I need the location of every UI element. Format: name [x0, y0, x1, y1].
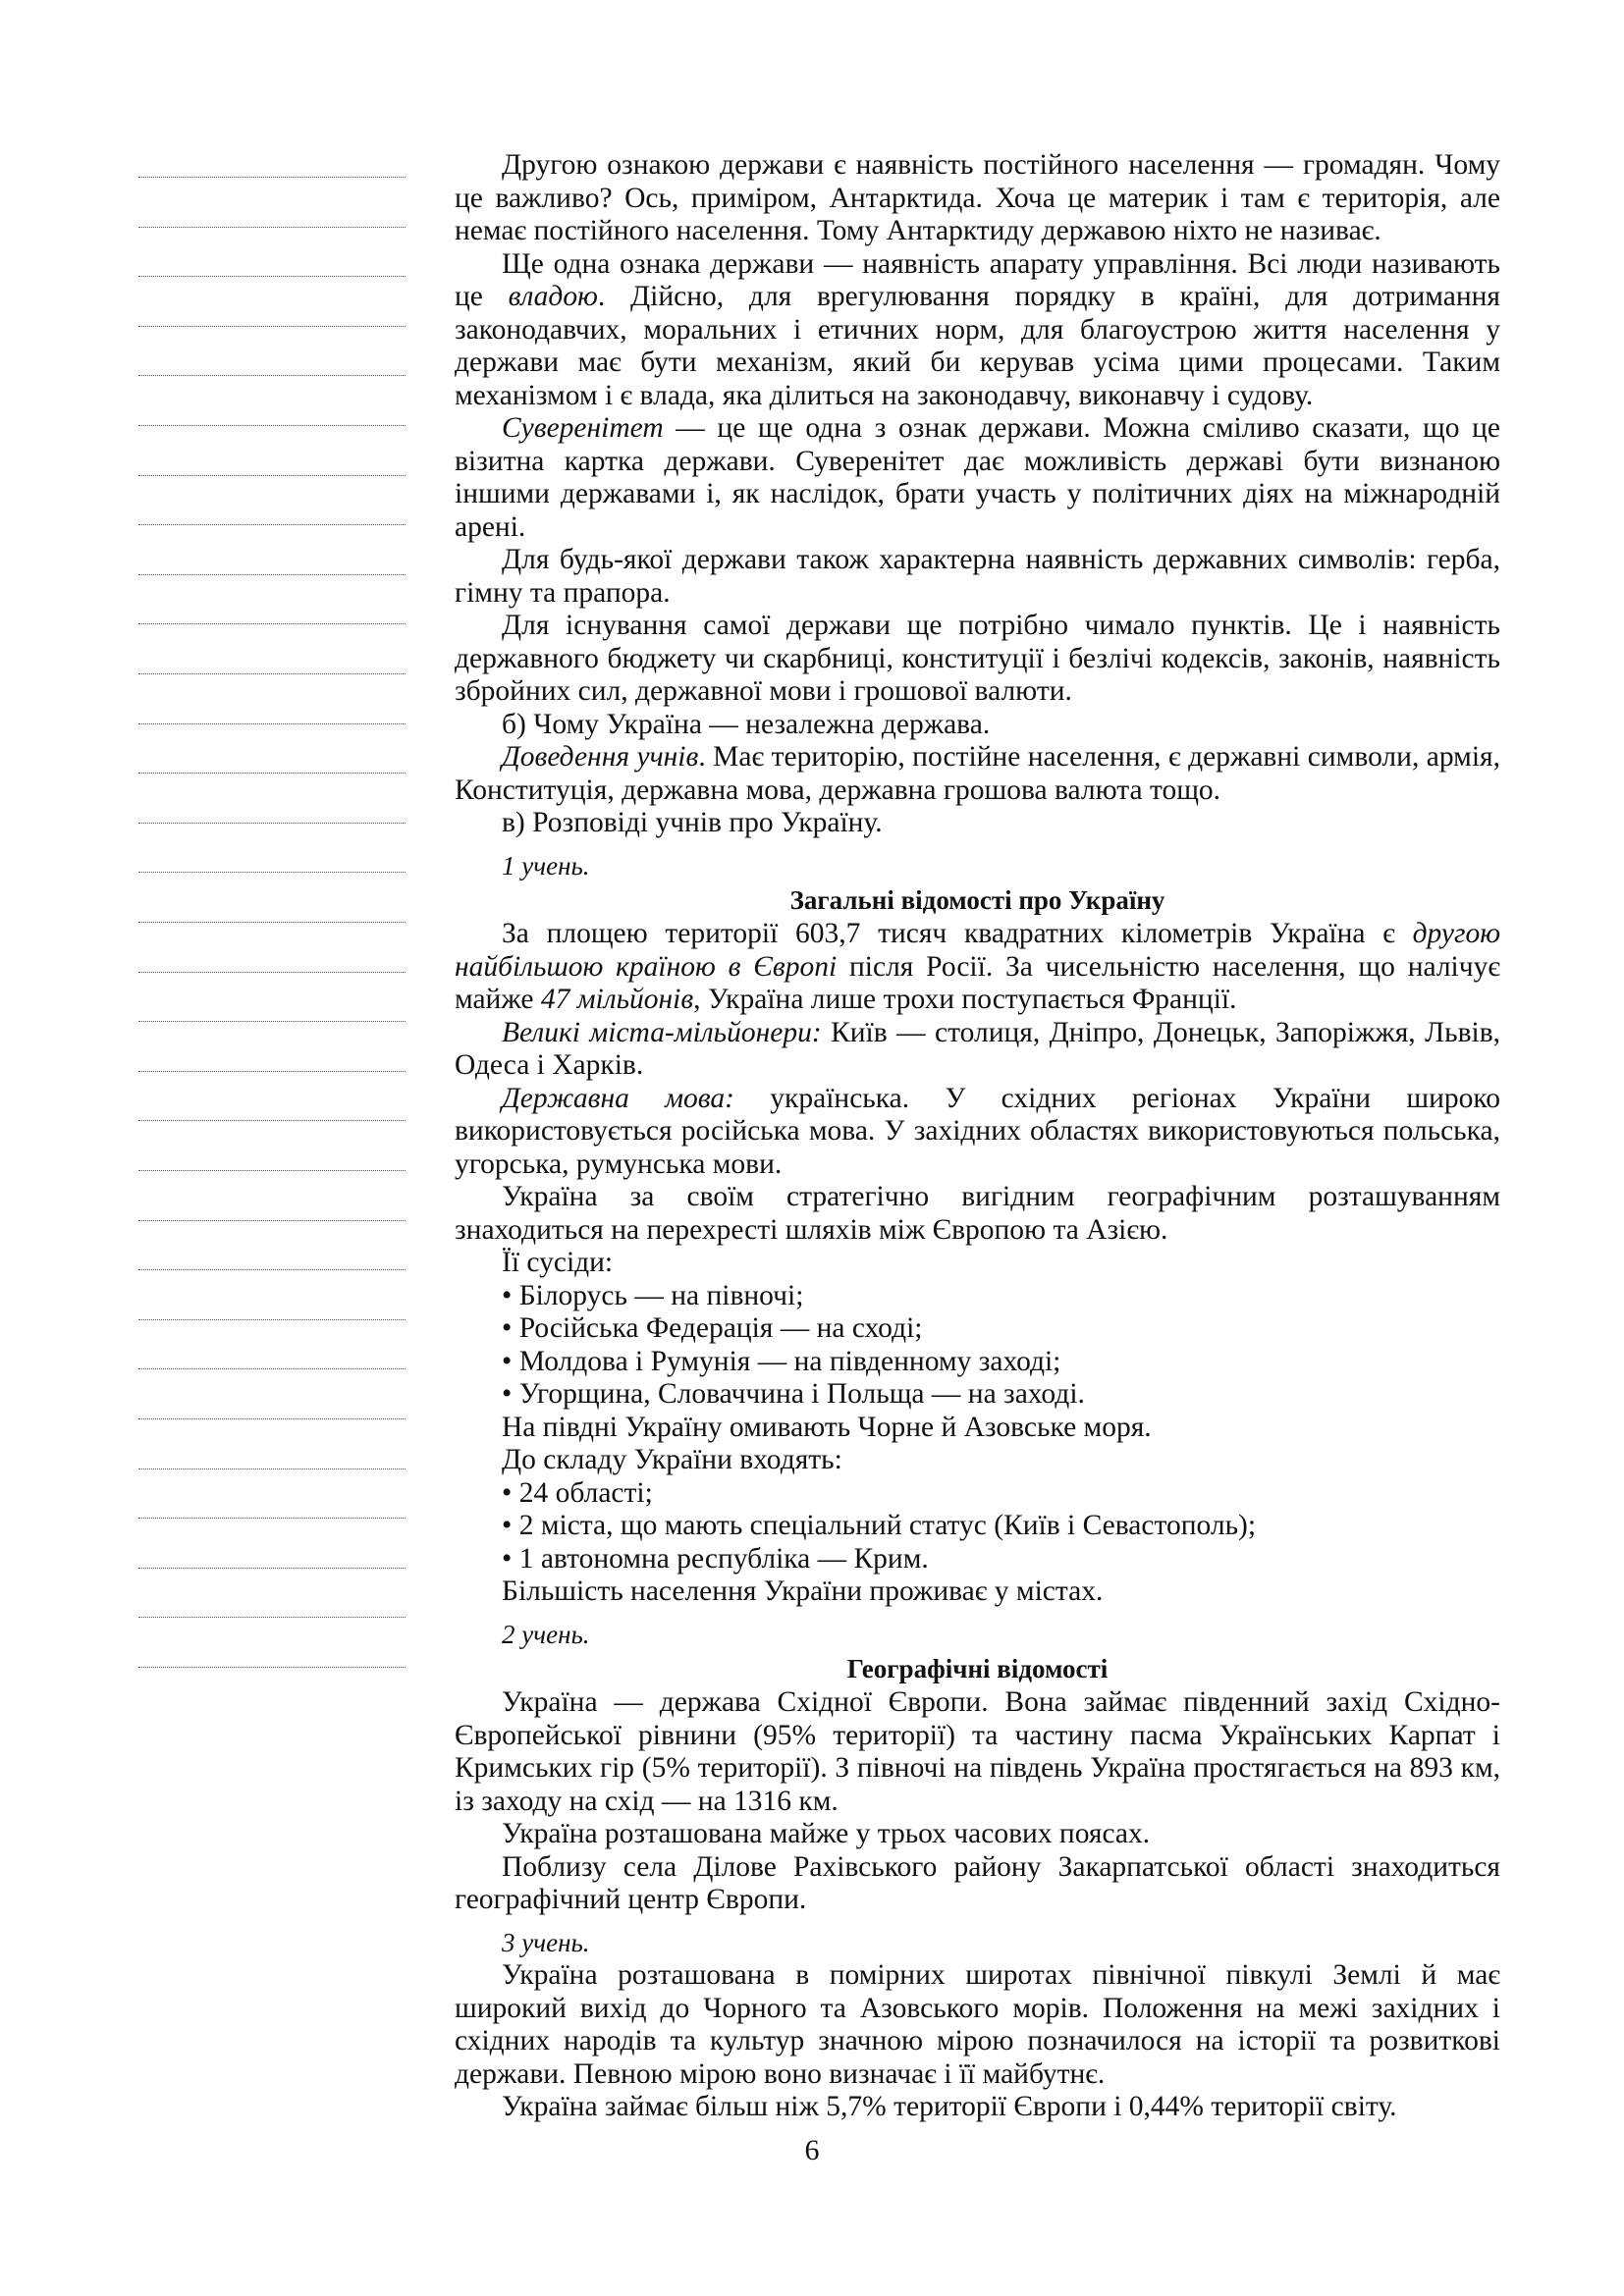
note-line [138, 1518, 406, 1519]
note-line [138, 1667, 406, 1668]
note-line [138, 276, 406, 277]
note-line [138, 972, 406, 973]
note-line [138, 1220, 406, 1221]
speaker-label: 3 учень. [502, 1927, 590, 1957]
note-line [138, 177, 406, 178]
paragraph: б) Чому Україна — незалежна держава. [502, 708, 991, 740]
note-line [138, 574, 406, 575]
paragraph: Другою ознакою держави є наявність постійного населення — громадян. Чому це важливо? Ось, приміром, Антарктида. Хоча це материк і там є територія, але немає постійного населення. Тому Антарктиду державою ніхто не називає. [455, 149, 1500, 246]
note-line [138, 723, 406, 724]
note-line [138, 524, 406, 525]
page-number: 6 [804, 2134, 820, 2166]
paragraph: Ще одна ознака держави — наявність апарату управління. Всі люди називають це владою. Дійсно, для врегулювання порядку в країні, для дотримання законодавчих, моральних і етичних норм, для благоустрою життя населення у держави має бути механізм, який би керував усіма цими процесами. Таким механізмом і є влада, яка ділиться на законодавчу, виконавчу і судову. [455, 247, 1501, 411]
note-line [138, 1021, 406, 1022]
paragraph: Її сусіди: [502, 1247, 614, 1278]
paragraph: Україна — держава Східної Європи. Вона займає південний захід Східно-Європейської рівнини (95% території) та частину пасма Українських Карпат і Кримських гір (5% території). З півночі на південь Україна простягається на 893 км, із заходу на схід — на 1316 км. [455, 1686, 1500, 1817]
paragraph: Великі міста-мільйонери: Київ — столиця, Дніпро, Донецьк, Запоріжжя, Львів, Одеса і Харків. [455, 1016, 1500, 1081]
note-line [138, 623, 406, 624]
paragraph: Україна розташована майже у трьох часових поясах. [502, 1818, 1151, 1849]
note-line [138, 922, 406, 923]
note-line [138, 1617, 406, 1618]
note-line [138, 673, 406, 674]
speaker-label: 2 учень. [502, 1619, 590, 1649]
paragraph: в) Розповіді учнів про Україну. [502, 807, 883, 838]
paragraph: Для існування самої держави ще потрібно чимало пунктів. Це і наявність державного бюджету чи скарбниці, конституції і безлічі кодексів, законів, наявність збройних сил, державної мови і грошової валюти. [455, 610, 1500, 707]
paragraph: Більшість населення України проживає у містах. [502, 1575, 1104, 1607]
speaker-label: 1 учень. [502, 850, 590, 881]
section-heading: Географічні відомості [846, 1654, 1109, 1683]
list-item: • Російська Федерація — на сході; [502, 1312, 923, 1344]
note-line [138, 326, 406, 327]
paragraph: Поблизу села Ділове Рахівського району Закарпатської області знаходиться географічний центр Європи. [455, 1850, 1500, 1915]
page-content [455, 149, 1500, 2124]
list-item: • 1 автономна республіка — Крим. [502, 1542, 929, 1575]
paragraph: Суверенітет — це ще одна з ознак держави. Можна сміливо сказати, що це візитна картка держави. Суверенітет дає можливість державі бути визнаною іншими державами і, як наслідок, брати участь у політичних діях на міжнародній арені. [455, 412, 1500, 543]
list-item: • 2 міста, що мають спеціальний статус (Київ і Севастополь); [502, 1510, 1257, 1541]
note-line [138, 1468, 406, 1469]
paragraph: До складу України входять: [502, 1444, 842, 1475]
note-line [138, 1120, 406, 1121]
paragraph: За площею території 603,7 тисяч квадратних кілометрів Україна є другою найбільшою країною в Європі після Росії. За чисельністю населення, що налічує майже 47 мільйонів, Україна лише трохи поступається Франції. [455, 918, 1501, 1015]
note-line [138, 425, 406, 426]
note-line [138, 1071, 406, 1072]
paragraph: Україна розташована в помірних широтах північної півкулі Землі й має широкий вихід до Чорного та Азовського морів. Положення на межі західних і східних народів та культур значною мірою позначилося на історії та розвиткові держави. Певною мірою воно визначає і її майбутнє. [455, 1959, 1500, 2090]
paragraph: На півдні Україну омивають Чорне й Азовське моря. [502, 1411, 1152, 1443]
note-line [138, 872, 406, 873]
note-line [138, 1418, 406, 1419]
note-line [138, 1319, 406, 1320]
list-item: • 24 області; [502, 1476, 653, 1509]
paragraph: Державна мова: українська. У східних регіонах України широко використовується російська мова. У західних областях використовуються польська, угорська, румунська мови. [455, 1082, 1501, 1180]
note-line [138, 1269, 406, 1270]
note-line [138, 375, 406, 376]
note-line [138, 773, 406, 774]
list-item: • Молдова і Румунія — на південному заході; [502, 1345, 1061, 1377]
note-line [138, 1170, 406, 1171]
paragraph: Доведення учнів. Має територію, постійне населення, є державні символи, армія, Конституція, державна мова, державна грошова валюта тощо. [455, 741, 1500, 806]
note-line [138, 227, 406, 228]
paragraph: Україна займає більш ніж 5,7% території Європи і 0,44% території світу. [502, 2091, 1397, 2122]
note-line [138, 1568, 406, 1569]
section-heading: Загальні відомості про Україну [789, 885, 1165, 915]
note-line [138, 823, 406, 824]
note-line [138, 475, 406, 476]
paragraph: Для будь-якої держави також характерна наявність державних символів: герба, гімну та прапора. [455, 544, 1500, 609]
note-line [138, 1368, 406, 1369]
list-item: • Білорусь — на півночі; [502, 1279, 804, 1311]
paragraph: Україна за своїм стратегічно вигідним географічним розташуванням знаходиться на перехресті шляхів між Європою та Азією. [455, 1181, 1500, 1246]
list-item: • Угорщина, Словаччина і Польща — на заході. [502, 1378, 1085, 1410]
